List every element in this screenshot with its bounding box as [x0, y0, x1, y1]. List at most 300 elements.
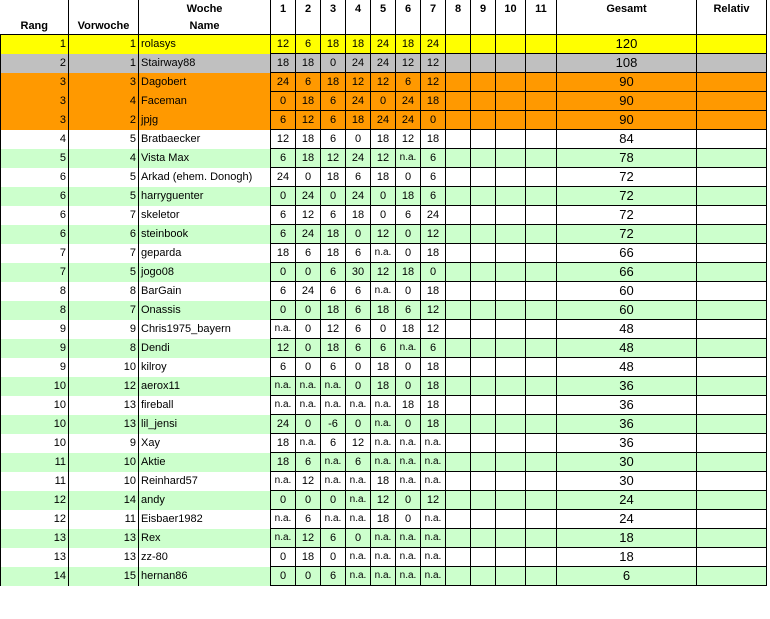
table-row: [1, 396, 767, 415]
week-cell: [471, 111, 496, 130]
week-cell: 6: [321, 111, 346, 130]
week-cell: 12: [296, 206, 321, 225]
header-week-1: 1: [271, 0, 296, 17]
gesamt-cell: 30: [557, 453, 697, 472]
week-cell: 6: [271, 225, 296, 244]
week-cell: 6: [321, 434, 346, 453]
header-relativ: Relativ: [697, 0, 767, 17]
week-cell: 18: [346, 111, 371, 130]
week-cell: 18: [346, 206, 371, 225]
week-cell: 24: [346, 54, 371, 73]
week-cell: 12: [346, 73, 371, 92]
week-cell: 12: [296, 472, 321, 491]
name-cell: geparda: [141, 247, 182, 259]
table-row: [1, 282, 767, 301]
week-cell: [446, 301, 471, 320]
relativ-cell: [697, 320, 767, 339]
name-cell: Reinhard57: [141, 475, 198, 487]
week-cell: [496, 472, 526, 491]
relativ-cell: [697, 35, 767, 54]
week-cell: [526, 301, 557, 320]
week-cell: 0: [321, 548, 346, 567]
table-row: [1, 35, 767, 54]
week-cell: n.a.: [396, 472, 421, 491]
week-cell: n.a.: [371, 567, 396, 586]
week-cell: 24: [371, 35, 396, 54]
vorwoche-cell: 1: [69, 35, 139, 54]
vorwoche-cell: 4: [69, 92, 139, 111]
relativ-cell: [697, 263, 767, 282]
relativ-cell: [697, 225, 767, 244]
rang-cell: 7: [1, 263, 69, 282]
vorwoche-cell: 1: [69, 54, 139, 73]
week-cell: [446, 54, 471, 73]
week-cell: [471, 358, 496, 377]
week-cell: n.a.: [346, 491, 371, 510]
week-cell: [446, 73, 471, 92]
week-cell: [471, 301, 496, 320]
week-cell: n.a.: [371, 434, 396, 453]
rang-cell: 10: [1, 415, 69, 434]
week-cell: [526, 35, 557, 54]
week-cell: 18: [421, 358, 446, 377]
week-cell: 18: [271, 244, 296, 263]
week-cell: [496, 111, 526, 130]
week-cell: [526, 54, 557, 73]
week-cell: [471, 225, 496, 244]
week-cell: [526, 206, 557, 225]
week-cell: n.a.: [296, 396, 321, 415]
week-cell: n.a.: [346, 548, 371, 567]
gesamt-cell: 48: [557, 358, 697, 377]
week-cell: 18: [371, 301, 396, 320]
name-cell: kilroy: [141, 361, 167, 373]
rang-cell: 9: [1, 339, 69, 358]
week-cell: 0: [396, 168, 421, 187]
week-cell: 18: [296, 54, 321, 73]
gesamt-cell: 120: [557, 35, 697, 54]
table-row: [1, 548, 767, 567]
week-cell: [446, 415, 471, 434]
week-cell: 6: [346, 301, 371, 320]
week-cell: 0: [271, 263, 296, 282]
week-cell: 18: [296, 130, 321, 149]
week-cell: n.a.: [271, 320, 296, 339]
header-rang: Rang: [1, 17, 69, 35]
table-row: [1, 510, 767, 529]
week-cell: 6: [396, 206, 421, 225]
week-cell: [496, 225, 526, 244]
week-cell: n.a.: [371, 396, 396, 415]
week-cell: 0: [396, 491, 421, 510]
week-cell: [496, 206, 526, 225]
week-cell: [446, 548, 471, 567]
week-cell: 18: [421, 92, 446, 111]
week-cell: n.a.: [421, 548, 446, 567]
week-cell: 18: [296, 548, 321, 567]
week-cell: [496, 263, 526, 282]
rang-cell: 6: [1, 168, 69, 187]
vorwoche-cell: 4: [69, 149, 139, 168]
relativ-cell: [697, 358, 767, 377]
relativ-cell: [697, 529, 767, 548]
gesamt-cell: 90: [557, 111, 697, 130]
rang-cell: 4: [1, 130, 69, 149]
table-row: [1, 567, 767, 586]
week-cell: n.a.: [346, 396, 371, 415]
week-cell: n.a.: [421, 529, 446, 548]
gesamt-cell: 72: [557, 225, 697, 244]
week-cell: 12: [421, 301, 446, 320]
week-cell: [496, 510, 526, 529]
week-cell: 6: [271, 149, 296, 168]
table-row: [1, 472, 767, 491]
week-cell: n.a.: [371, 453, 396, 472]
week-cell: 12: [271, 130, 296, 149]
gesamt-cell: 78: [557, 149, 697, 168]
week-cell: 0: [271, 567, 296, 586]
week-cell: 6: [321, 130, 346, 149]
week-cell: 24: [296, 225, 321, 244]
table-row: [1, 301, 767, 320]
week-cell: 6: [421, 149, 446, 168]
table-row: [1, 244, 767, 263]
relativ-cell: [697, 149, 767, 168]
week-cell: [526, 358, 557, 377]
week-cell: [496, 434, 526, 453]
week-cell: n.a.: [346, 510, 371, 529]
week-cell: 18: [321, 35, 346, 54]
table-row: [1, 130, 767, 149]
name-cell: steinbook: [141, 228, 189, 240]
vorwoche-cell: 7: [69, 206, 139, 225]
gesamt-cell: 48: [557, 339, 697, 358]
week-cell: n.a.: [396, 149, 421, 168]
week-cell: 6: [321, 282, 346, 301]
week-cell: [496, 92, 526, 111]
week-cell: 18: [396, 35, 421, 54]
week-cell: [471, 73, 496, 92]
relativ-cell: [697, 111, 767, 130]
week-cell: 12: [421, 54, 446, 73]
week-cell: 18: [421, 377, 446, 396]
week-cell: [446, 225, 471, 244]
week-cell: n.a.: [271, 510, 296, 529]
week-cell: 6: [321, 206, 346, 225]
relativ-cell: [697, 339, 767, 358]
week-cell: n.a.: [421, 453, 446, 472]
week-cell: [471, 206, 496, 225]
name-cell: Onassis: [141, 304, 181, 316]
week-cell: 6: [296, 244, 321, 263]
week-cell: 18: [421, 415, 446, 434]
rang-cell: 6: [1, 225, 69, 244]
week-cell: 0: [346, 225, 371, 244]
week-cell: 18: [396, 396, 421, 415]
gesamt-cell: 84: [557, 130, 697, 149]
gesamt-cell: 108: [557, 54, 697, 73]
name-cell: fireball: [141, 399, 174, 411]
week-cell: 30: [346, 263, 371, 282]
week-cell: [446, 92, 471, 111]
week-cell: 6: [346, 282, 371, 301]
week-cell: 24: [396, 111, 421, 130]
week-cell: [496, 187, 526, 206]
table-row: [1, 434, 767, 453]
week-cell: 6: [321, 358, 346, 377]
week-cell: [446, 510, 471, 529]
week-cell: 6: [296, 510, 321, 529]
rang-cell: 7: [1, 244, 69, 263]
week-cell: [496, 149, 526, 168]
week-cell: n.a.: [321, 396, 346, 415]
week-cell: n.a.: [321, 472, 346, 491]
week-cell: 0: [396, 244, 421, 263]
name-cell: hernan86: [141, 570, 188, 582]
rang-cell: 9: [1, 320, 69, 339]
week-cell: 0: [371, 206, 396, 225]
rang-cell: 12: [1, 491, 69, 510]
week-cell: 12: [371, 149, 396, 168]
gesamt-cell: 60: [557, 282, 697, 301]
week-cell: [526, 263, 557, 282]
week-cell: 12: [371, 225, 396, 244]
week-cell: 12: [271, 339, 296, 358]
week-cell: [526, 187, 557, 206]
week-cell: [526, 73, 557, 92]
week-cell: [471, 567, 496, 586]
week-cell: 24: [296, 282, 321, 301]
table-row: [1, 339, 767, 358]
week-cell: [496, 529, 526, 548]
week-cell: n.a.: [421, 567, 446, 586]
week-cell: 24: [296, 187, 321, 206]
week-cell: [446, 168, 471, 187]
week-cell: 0: [296, 358, 321, 377]
gesamt-cell: 60: [557, 301, 697, 320]
gesamt-cell: 36: [557, 415, 697, 434]
week-cell: 24: [396, 92, 421, 111]
gesamt-cell: 24: [557, 510, 697, 529]
week-cell: [446, 472, 471, 491]
week-cell: [526, 396, 557, 415]
week-cell: [446, 35, 471, 54]
week-cell: 18: [421, 130, 446, 149]
week-cell: 18: [271, 453, 296, 472]
week-cell: 18: [421, 282, 446, 301]
week-cell: 0: [346, 529, 371, 548]
week-cell: 6: [321, 567, 346, 586]
vorwoche-cell: 6: [69, 225, 139, 244]
week-cell: [471, 529, 496, 548]
vorwoche-cell: 5: [69, 168, 139, 187]
week-cell: [526, 111, 557, 130]
week-cell: 6: [346, 168, 371, 187]
week-cell: 0: [346, 130, 371, 149]
week-cell: [471, 263, 496, 282]
week-cell: n.a.: [396, 548, 421, 567]
week-cell: 12: [346, 434, 371, 453]
week-cell: [471, 130, 496, 149]
week-cell: 12: [371, 263, 396, 282]
week-cell: [526, 339, 557, 358]
week-cell: [526, 472, 557, 491]
week-cell: [496, 35, 526, 54]
week-cell: [471, 415, 496, 434]
vorwoche-cell: 7: [69, 244, 139, 263]
week-cell: [471, 149, 496, 168]
week-cell: 0: [296, 567, 321, 586]
rang-cell: 11: [1, 472, 69, 491]
relativ-cell: [697, 434, 767, 453]
relativ-cell: [697, 130, 767, 149]
table-row: [1, 149, 767, 168]
week-cell: 0: [321, 187, 346, 206]
gesamt-cell: 30: [557, 472, 697, 491]
week-cell: 6: [371, 339, 396, 358]
week-cell: 12: [421, 491, 446, 510]
vorwoche-cell: 11: [69, 510, 139, 529]
week-cell: [526, 320, 557, 339]
week-cell: 12: [371, 491, 396, 510]
table-row: [1, 187, 767, 206]
week-cell: 0: [296, 263, 321, 282]
week-cell: 6: [321, 263, 346, 282]
rang-cell: 5: [1, 149, 69, 168]
relativ-cell: [697, 244, 767, 263]
week-cell: 18: [321, 301, 346, 320]
week-cell: 6: [346, 339, 371, 358]
week-cell: 24: [421, 206, 446, 225]
week-cell: [526, 415, 557, 434]
week-cell: [496, 168, 526, 187]
week-cell: 6: [421, 187, 446, 206]
week-cell: 0: [371, 92, 396, 111]
week-cell: [446, 434, 471, 453]
header-week-11: 11: [526, 0, 557, 17]
table-row: [1, 73, 767, 92]
relativ-cell: [697, 510, 767, 529]
vorwoche-cell: 5: [69, 187, 139, 206]
name-cell: BarGain: [141, 285, 182, 297]
table-row: [1, 168, 767, 187]
week-cell: [496, 130, 526, 149]
week-cell: 0: [396, 282, 421, 301]
week-cell: [496, 548, 526, 567]
week-cell: [471, 244, 496, 263]
week-cell: 18: [371, 358, 396, 377]
header-gesamt: Gesamt: [557, 0, 697, 17]
week-cell: [496, 54, 526, 73]
name-cell: Xay: [141, 437, 160, 449]
week-cell: n.a.: [321, 510, 346, 529]
relativ-cell: [697, 472, 767, 491]
week-cell: 6: [346, 453, 371, 472]
week-cell: [471, 339, 496, 358]
week-cell: n.a.: [396, 339, 421, 358]
week-cell: [496, 377, 526, 396]
week-cell: [471, 377, 496, 396]
week-cell: n.a.: [346, 472, 371, 491]
week-cell: [446, 111, 471, 130]
name-cell: Faceman: [141, 95, 187, 107]
vorwoche-cell: 7: [69, 301, 139, 320]
name-cell: skeletor: [141, 209, 180, 221]
gesamt-cell: 18: [557, 548, 697, 567]
week-cell: [446, 358, 471, 377]
week-cell: n.a.: [271, 377, 296, 396]
week-cell: [496, 282, 526, 301]
week-cell: 12: [321, 149, 346, 168]
week-cell: [471, 35, 496, 54]
header-row-week: [1, 0, 767, 17]
week-cell: n.a.: [296, 434, 321, 453]
week-cell: [496, 396, 526, 415]
rang-cell: 10: [1, 434, 69, 453]
gesamt-cell: 90: [557, 92, 697, 111]
week-cell: 0: [346, 377, 371, 396]
week-cell: 0: [321, 54, 346, 73]
week-cell: 12: [421, 73, 446, 92]
week-cell: 0: [346, 415, 371, 434]
week-cell: 0: [346, 358, 371, 377]
week-cell: 18: [396, 263, 421, 282]
week-cell: 12: [271, 35, 296, 54]
header-week-6: 6: [396, 0, 421, 17]
week-cell: [526, 377, 557, 396]
week-cell: [471, 168, 496, 187]
table-row: [1, 111, 767, 130]
week-cell: 0: [396, 358, 421, 377]
header-week-4: 4: [346, 0, 371, 17]
header-vorwoche: Vorwoche: [69, 17, 139, 35]
vorwoche-cell: 13: [69, 396, 139, 415]
rang-cell: 8: [1, 301, 69, 320]
week-cell: 18: [371, 472, 396, 491]
week-cell: 12: [296, 111, 321, 130]
vorwoche-cell: 10: [69, 453, 139, 472]
vorwoche-cell: 2: [69, 111, 139, 130]
week-cell: n.a.: [371, 415, 396, 434]
table-row: [1, 415, 767, 434]
week-cell: 6: [421, 168, 446, 187]
week-cell: [446, 130, 471, 149]
week-cell: [496, 339, 526, 358]
gesamt-cell: 36: [557, 396, 697, 415]
week-cell: 6: [421, 339, 446, 358]
relativ-cell: [697, 548, 767, 567]
name-cell: Vista Max: [141, 152, 190, 164]
week-cell: 0: [271, 491, 296, 510]
name-cell: Rex: [141, 532, 161, 544]
week-cell: n.a.: [321, 453, 346, 472]
relativ-cell: [697, 73, 767, 92]
gesamt-cell: 66: [557, 263, 697, 282]
relativ-cell: [697, 92, 767, 111]
week-cell: 0: [271, 92, 296, 111]
week-cell: 18: [371, 168, 396, 187]
table-row: [1, 453, 767, 472]
week-cell: 18: [321, 168, 346, 187]
vorwoche-cell: 8: [69, 339, 139, 358]
week-cell: 6: [321, 92, 346, 111]
week-cell: 18: [321, 73, 346, 92]
week-cell: 18: [321, 225, 346, 244]
week-cell: 0: [421, 111, 446, 130]
vorwoche-cell: 14: [69, 491, 139, 510]
rang-cell: 8: [1, 282, 69, 301]
table-row: [1, 529, 767, 548]
